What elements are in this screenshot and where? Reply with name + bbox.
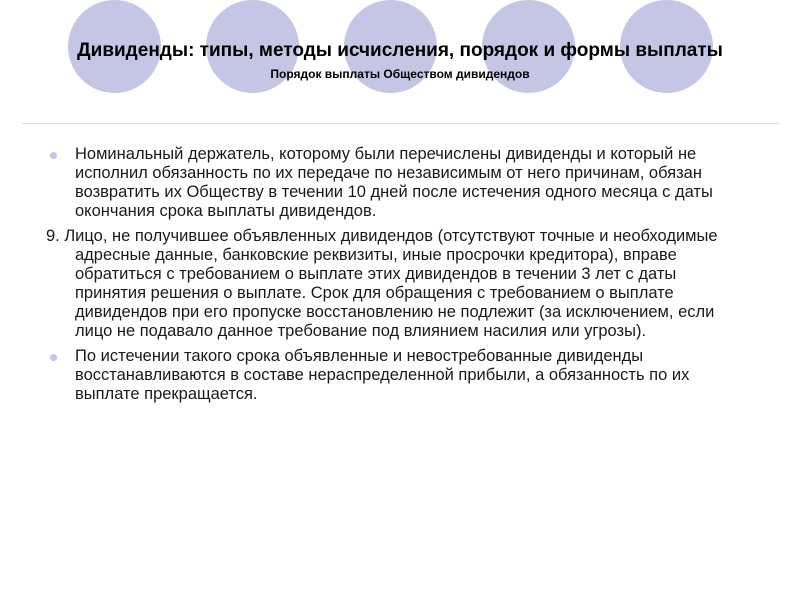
bullet-item-text: Номинальный держатель, которому были перечислены дивиденды и который не исполнил обязанность по их передаче по независимым от него причинам, обязан возвратить их Обществу в течении 10 дней после истечения одного месяца с даты окончания срока выплаты дивидендов. — [75, 145, 713, 220]
bullet-item — [46, 145, 736, 221]
bullet-item — [46, 347, 736, 404]
slide-body — [46, 145, 736, 410]
bullet-item-text: По истечении такого срока объявленные и невостребованные дивиденды восстанавливаются в составе нераспределенной прибыли, а обязанность по их выплате прекращается. — [75, 347, 690, 403]
slide-subtitle: Порядок выплаты Обществом дивидендов — [270, 67, 530, 81]
numbered-item — [46, 227, 736, 341]
bullet-dot-icon — [50, 354, 57, 361]
title-divider — [22, 123, 780, 124]
slide-title: Дивиденды: типы, методы исчисления, порядок и формы выплаты — [77, 40, 723, 61]
title-block — [40, 38, 760, 82]
numbered-item-text: 9. Лицо, не получившее объявленных дивидендов (отсутствуют точные и необходимые адресные данные, банковские реквизиты, иные просрочки кредитора), вправе обратиться с требованием о выплате этих дивидендов в течении 3 лет с даты принятия решения о выплате. Срок для обращения с требованием о выплате дивидендов при его пропуске восстановлению не подлежит (за исключением, если лицо не подавало данное требование под влиянием насилия или угрозы). — [46, 227, 718, 340]
bullet-dot-icon — [50, 152, 57, 159]
